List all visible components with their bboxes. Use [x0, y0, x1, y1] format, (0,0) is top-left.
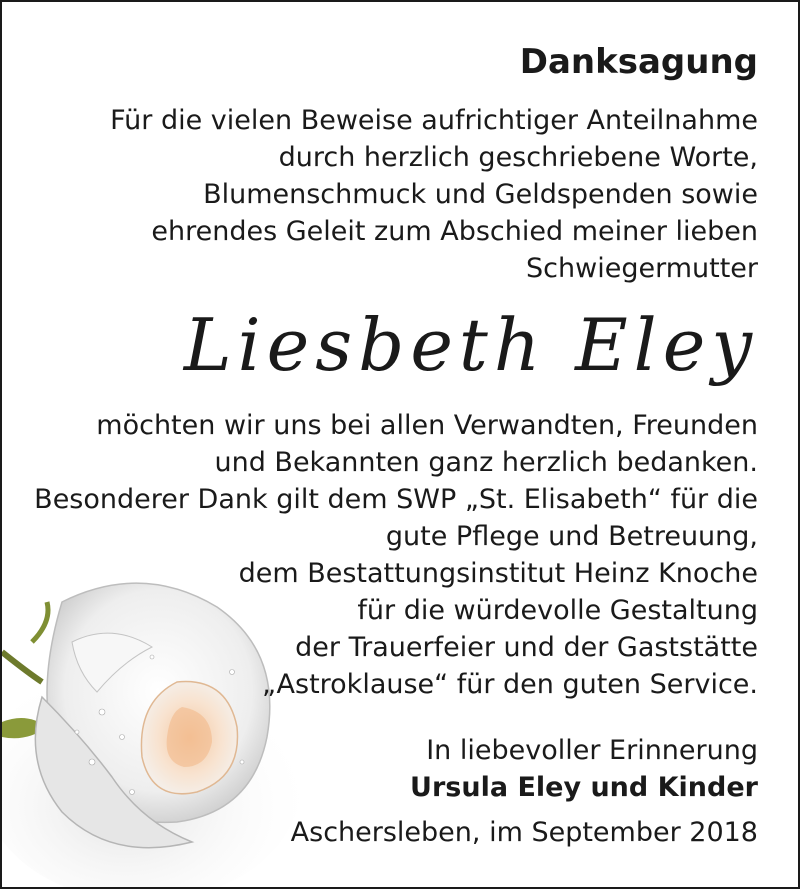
place-date: Aschersleben, im September 2018: [290, 817, 758, 848]
notice-heading: Danksagung: [519, 42, 758, 82]
intro-paragraph: [110, 102, 758, 287]
thanks-line: der Trauerfeier und der Gaststätte: [295, 632, 758, 663]
intro-line: ehrendes Geleit zum Abschied meiner lieben: [151, 216, 758, 247]
thanks-line: gute Pflege und Betreuung,: [385, 521, 758, 552]
intro-line: durch herzlich geschriebene Worte,: [278, 142, 758, 173]
deceased-name: Liesbeth Eley: [183, 303, 758, 387]
closing-block: [410, 732, 758, 806]
thanks-line: dem Bestattungsinstitut Heinz Knoche: [238, 558, 758, 589]
thanks-paragraph: [34, 407, 758, 703]
thanks-line: Besonderer Dank gilt dem SWP „St. Elisabeth“ für die: [34, 484, 758, 515]
family-signature: Ursula Eley und Kinder: [410, 772, 758, 803]
intro-line: Schwiegermutter: [526, 253, 758, 284]
thanks-line: und Bekannten ganz herzlich bedanken.: [214, 447, 758, 478]
thanks-line: für die würdevolle Gestaltung: [357, 595, 758, 626]
thanks-line: „Astroklause“ für den guten Service.: [262, 669, 758, 700]
intro-line: Blumenschmuck und Geldspenden sowie: [203, 179, 758, 210]
intro-line: Für die vielen Beweise aufrichtiger Anteilnahme: [110, 105, 758, 136]
thanks-line: möchten wir uns bei allen Verwandten, Freunden: [96, 410, 758, 441]
closing-line: In liebevoller Erinnerung: [426, 735, 758, 766]
